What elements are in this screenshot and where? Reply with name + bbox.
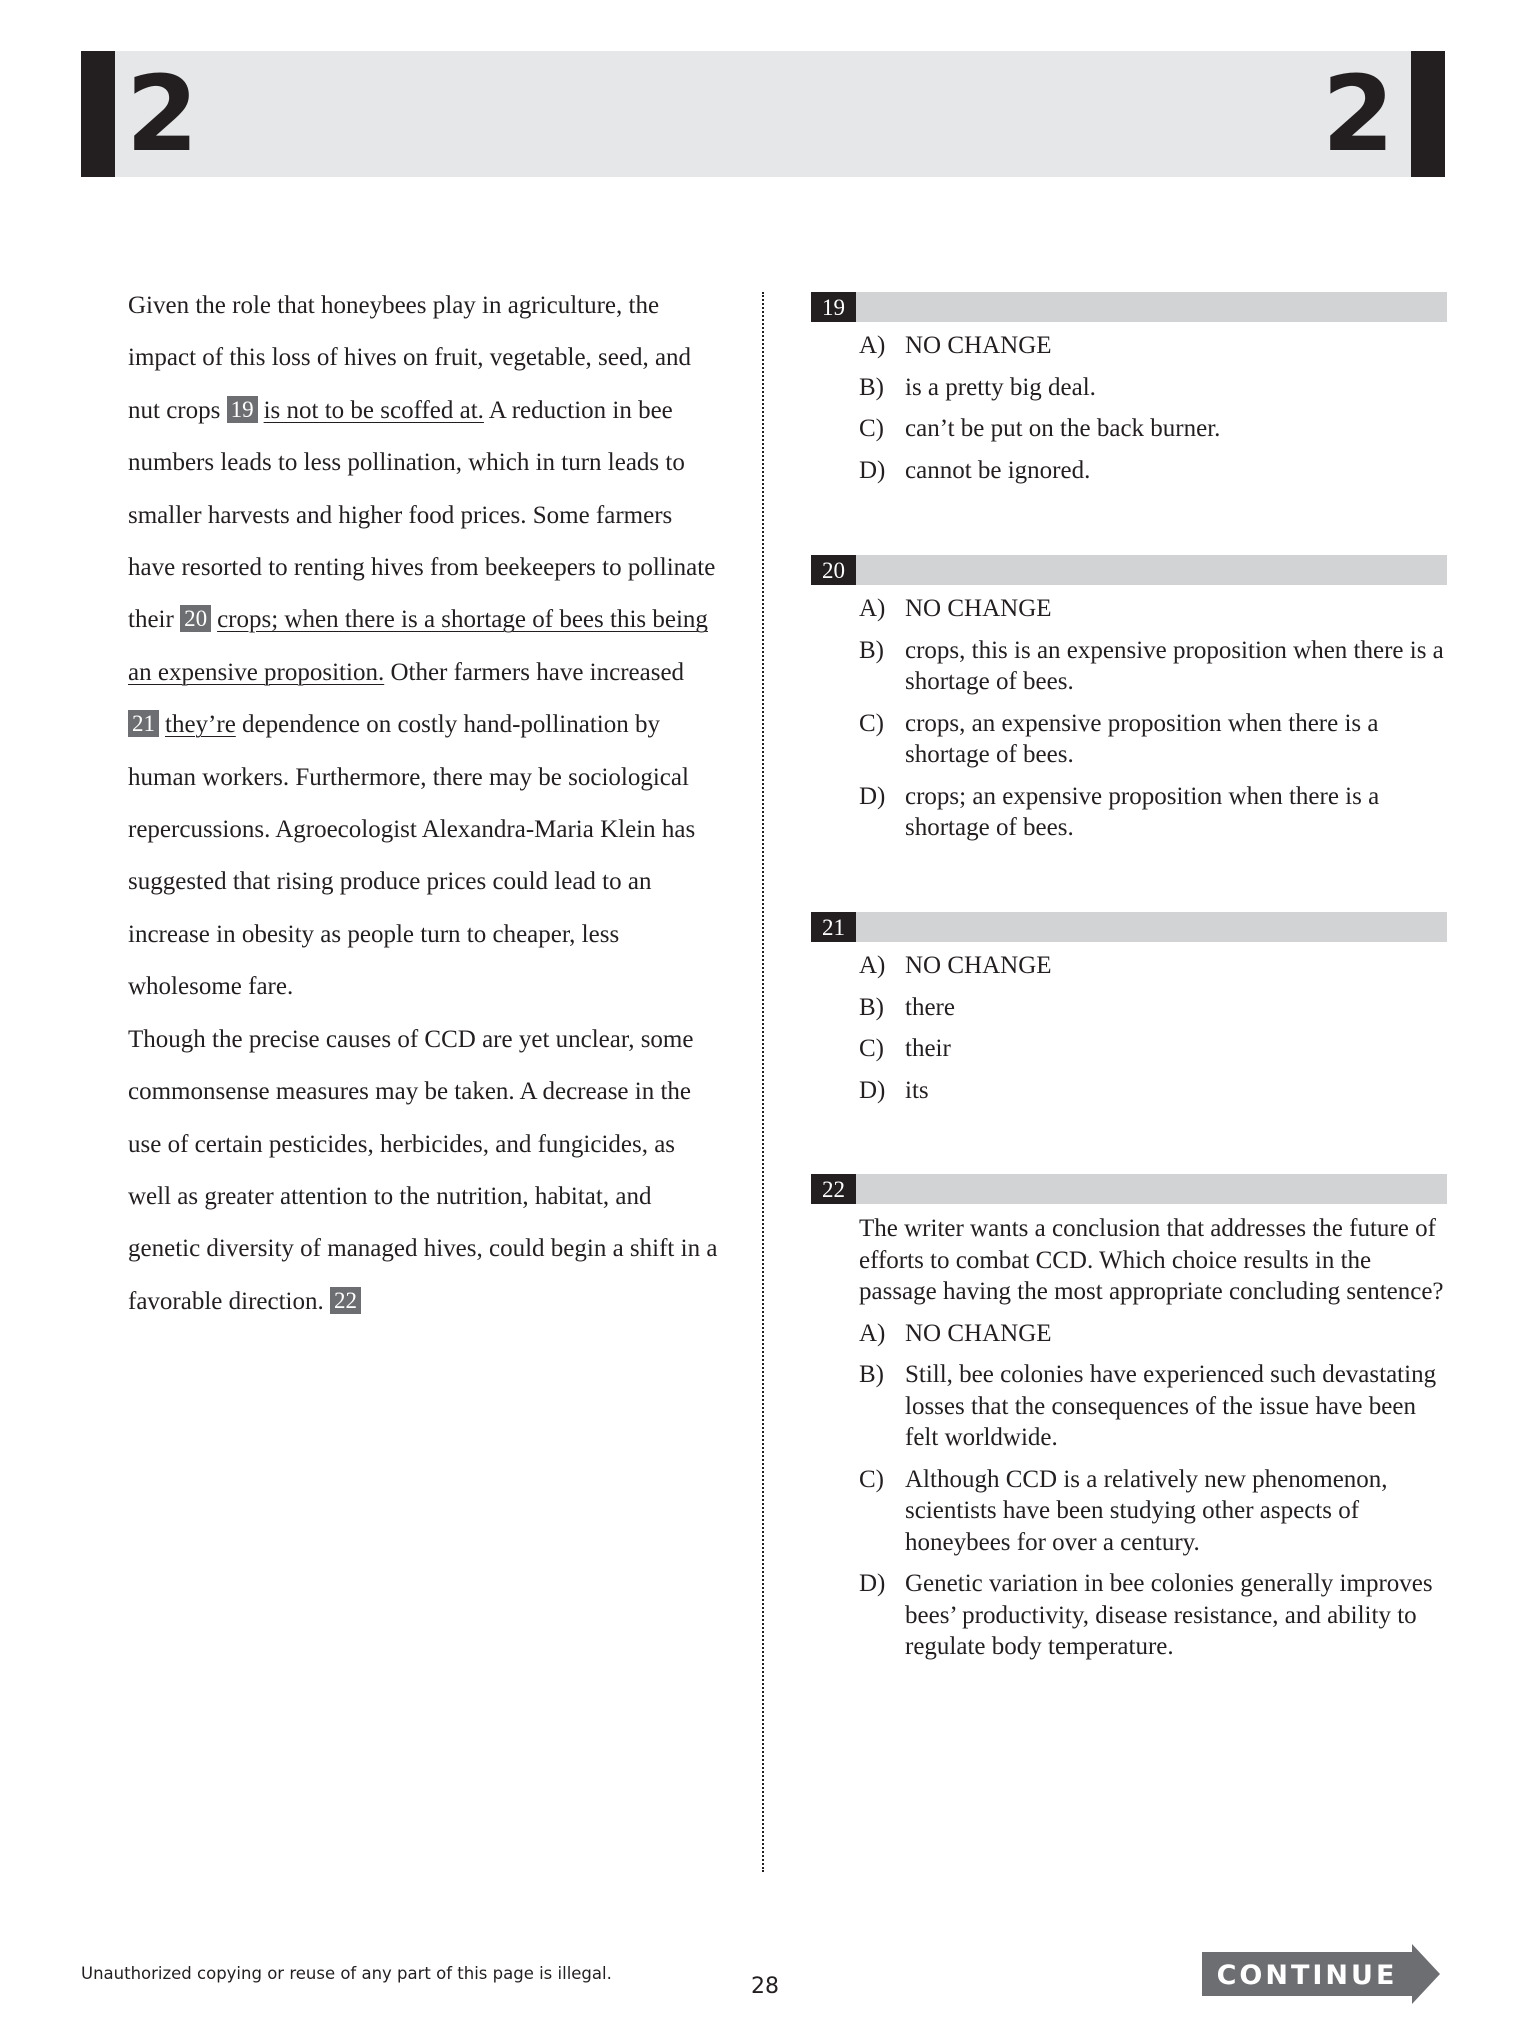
section-number-left: 2 — [126, 53, 199, 175]
passage-text: Given the role that honeybees play in agriculture, the impact of this loss of hives on fruit, vegetable, seed, and nut crops — [128, 292, 692, 424]
choice-letter: D) — [859, 782, 886, 810]
choice-text: NO CHANGE — [905, 332, 1052, 359]
choice-letter: A) — [859, 1319, 886, 1347]
passage-paragraph-2 — [81, 1014, 721, 1328]
answer-choice-d[interactable] — [811, 455, 1447, 487]
header-left-bar — [81, 51, 115, 177]
choice-text: Although CCD is a relatively new phenomenon, scientists have been studying other aspects of honeybees for over a century. — [905, 1465, 1388, 1556]
choice-text: crops; an expensive proposition when there is a shortage of bees. — [905, 782, 1380, 841]
page-number: 28 — [751, 1974, 779, 1999]
choice-letter: A) — [859, 595, 886, 622]
choice-letter: B) — [859, 993, 884, 1021]
answer-choice-a[interactable] — [811, 1318, 1447, 1350]
answer-choice-b[interactable] — [811, 372, 1447, 404]
question-number: 22 — [811, 1174, 856, 1204]
choice-text: NO CHANGE — [905, 1319, 1052, 1347]
question-number: 20 — [811, 555, 856, 585]
column-divider — [762, 292, 764, 1872]
choice-text: crops, an expensive proposition when there is a shortage of bees. — [905, 709, 1379, 768]
answer-choice-c[interactable] — [811, 1033, 1447, 1065]
header-right-bar — [1411, 51, 1445, 177]
question-marker-21[interactable]: 21 — [128, 710, 159, 737]
choice-text: is a pretty big deal. — [905, 373, 1096, 401]
passage-text: A reduction in bee numbers leads to less pollination, which in turn leads to smaller harvests and higher food prices. Some farmers have resorted to renting hives from beekeepers to pollinate their — [128, 396, 716, 634]
answer-choice-d[interactable] — [811, 781, 1447, 844]
answer-choice-a[interactable] — [811, 330, 1447, 362]
question-header-bar — [811, 292, 1447, 322]
copyright-notice: Unauthorized copying or reuse of any part of this page is illegal. — [81, 1964, 612, 1983]
choice-letter: C) — [859, 415, 884, 442]
answer-choice-b[interactable] — [811, 635, 1447, 698]
choice-letter: B) — [859, 636, 884, 664]
choice-letter: D) — [859, 1570, 886, 1597]
choice-text: NO CHANGE — [905, 952, 1052, 979]
choice-letter: D) — [859, 456, 886, 484]
choice-letter: C) — [859, 1035, 884, 1062]
choice-text: their — [905, 1035, 951, 1062]
choice-text: cannot be ignored. — [905, 456, 1091, 484]
question-19 — [811, 292, 1447, 496]
underlined-portion-21: they’re — [165, 711, 236, 739]
section-header-band — [81, 51, 1445, 177]
answer-choice-c[interactable] — [811, 413, 1447, 445]
choice-letter: A) — [859, 332, 886, 359]
choice-letter: A) — [859, 952, 886, 979]
answer-choice-a[interactable] — [811, 950, 1447, 982]
underlined-portion-19: is not to be scoffed at. — [263, 396, 484, 424]
answer-choice-c[interactable] — [811, 708, 1447, 771]
answer-choice-d[interactable] — [811, 1075, 1447, 1107]
choice-text: its — [905, 1076, 929, 1104]
question-header-bar — [811, 555, 1447, 585]
passage-text: dependence on costly hand-pollination by human workers. Furthermore, there may be sociological repercussions. Agroecologist Alexandra-Maria Klein has suggested that rising produce prices could lead to an increase in obesity as people turn to cheaper, less wholesome fare. — [128, 711, 696, 1001]
choice-text: Genetic variation in bee colonies generally improves bees’ productivity, disease resistance, and ability to regulate body temperature. — [905, 1570, 1433, 1660]
underlined-portion-20: crops; when there is a shortage of bees this being an expensive proposition. — [128, 606, 708, 686]
passage-paragraph-1 — [81, 280, 721, 1014]
choice-text: crops, this is an expensive proposition when there is a shortage of bees. — [905, 636, 1444, 695]
question-marker-22[interactable]: 22 — [330, 1287, 361, 1314]
question-header-bar — [811, 912, 1447, 942]
passage-text: Other farmers have increased — [384, 658, 685, 686]
section-number-right: 2 — [1322, 53, 1395, 175]
continue-button[interactable] — [1202, 1944, 1442, 2004]
choice-text: there — [905, 993, 955, 1021]
question-marker-20[interactable]: 20 — [180, 605, 211, 632]
answer-choice-b[interactable] — [811, 992, 1447, 1024]
passage — [81, 280, 721, 1328]
answer-choice-d[interactable] — [811, 1568, 1447, 1663]
answer-choice-c[interactable] — [811, 1464, 1447, 1559]
question-20 — [811, 555, 1447, 854]
question-number: 21 — [811, 912, 856, 942]
choice-text: NO CHANGE — [905, 595, 1052, 622]
answer-choice-b[interactable] — [811, 1359, 1447, 1454]
answer-choice-a[interactable] — [811, 593, 1447, 625]
passage-text: Though the precise causes of CCD are yet unclear, some commonsense measures may be taken. A decrease in the use of certain pesticides, herbicides, and fungicides, as well as greater attention to the nutrition, habitat, and genetic diversity of managed hives, could begin a shift in a favorable direction. — [128, 1025, 718, 1315]
continue-label: CONTINUE — [1216, 1960, 1398, 1991]
choice-letter: B) — [859, 1361, 884, 1388]
question-number: 19 — [811, 292, 856, 322]
question-header-bar — [811, 1174, 1447, 1204]
question-prompt: The writer wants a conclusion that addresses the future of efforts to combat CCD. Which choice results in the passage having the most appropriate concluding sentence? — [859, 1215, 1444, 1305]
choice-letter: C) — [859, 709, 884, 737]
choice-letter: D) — [859, 1076, 886, 1104]
choice-letter: B) — [859, 373, 884, 401]
question-21 — [811, 912, 1447, 1116]
choice-text: can’t be put on the back burner. — [905, 415, 1221, 442]
choice-letter: C) — [859, 1465, 884, 1493]
question-22 — [811, 1174, 1447, 1673]
choice-text: Still, bee colonies have experienced such devastating losses that the consequences of the issue have been felt worldwide. — [905, 1361, 1437, 1451]
question-marker-19[interactable]: 19 — [227, 396, 258, 423]
